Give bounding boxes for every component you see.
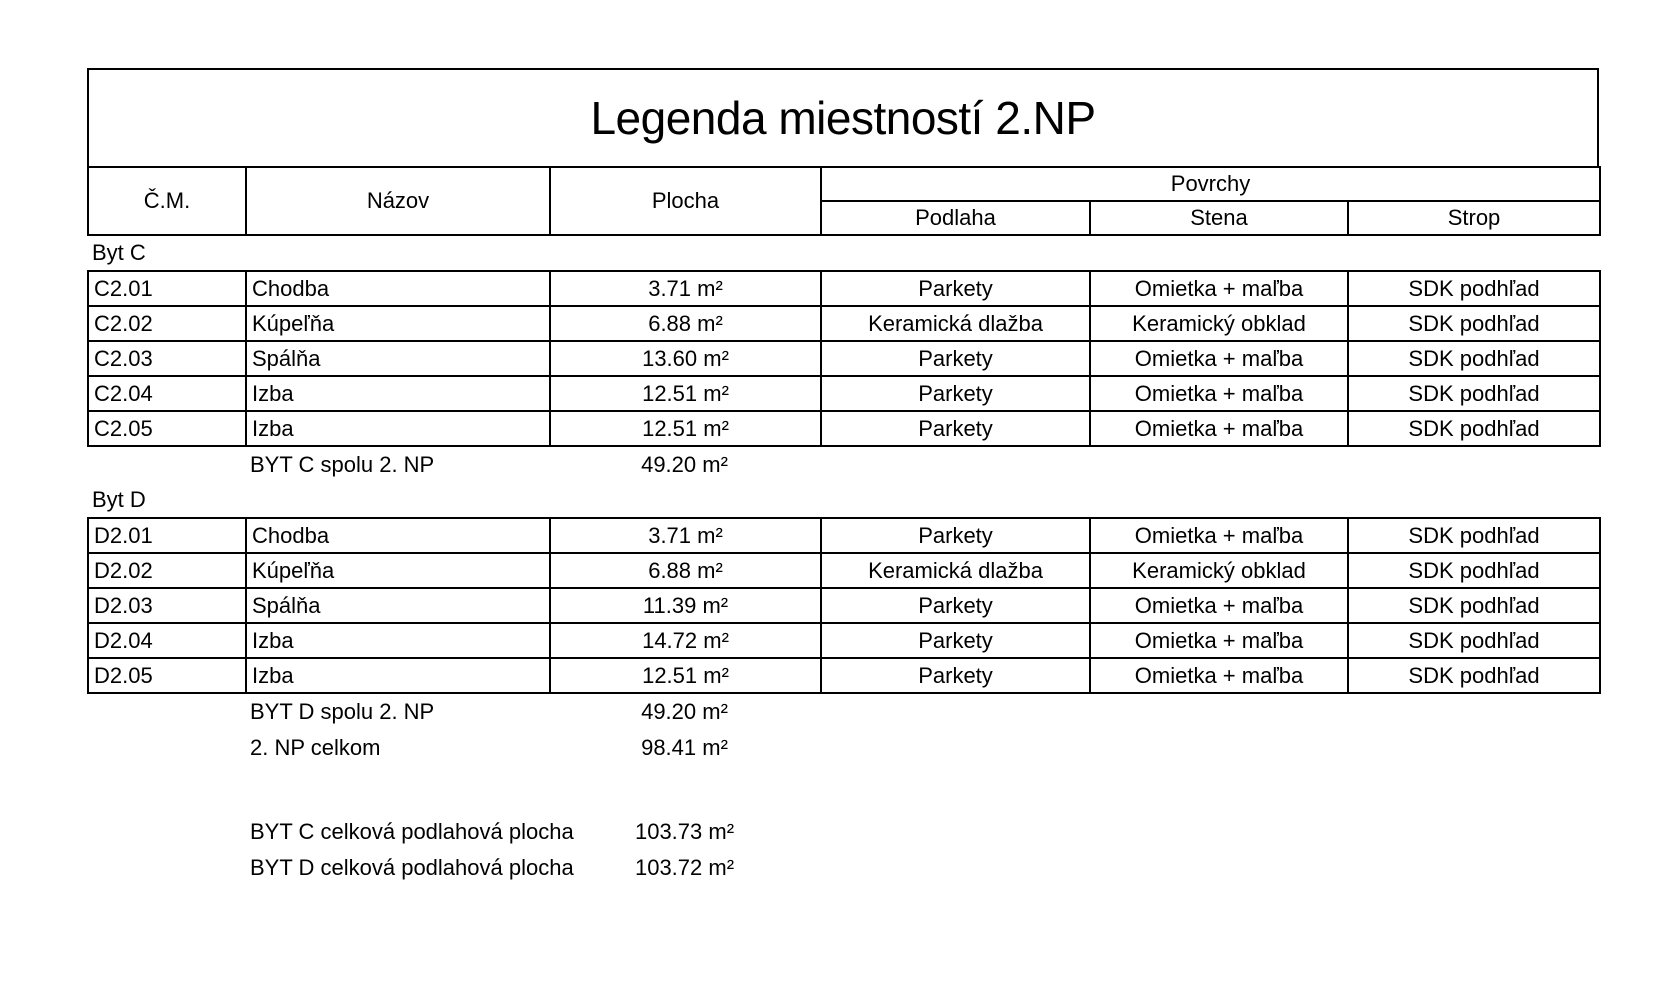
cell-cm: D2.04 xyxy=(88,623,246,658)
cell-nazov: Izba xyxy=(246,658,550,693)
cell-podlaha: Parkety xyxy=(821,271,1090,306)
cell-stena: Omietka + maľba xyxy=(1090,588,1348,623)
header-podlaha: Podlaha xyxy=(821,201,1090,235)
subtotal-label: BYT D spolu 2. NP xyxy=(250,699,435,724)
cell-strop: SDK podhľad xyxy=(1348,658,1600,693)
table-row xyxy=(88,518,1600,553)
group-label: Byt D xyxy=(92,487,146,512)
cell-stena: Keramický obklad xyxy=(1090,553,1348,588)
table-row xyxy=(88,623,1600,658)
subtotal-table xyxy=(87,447,1599,483)
header-cm: Č.M. xyxy=(88,167,246,235)
subtotal-row xyxy=(87,447,1599,483)
cell-cm: C2.02 xyxy=(88,306,246,341)
table-row xyxy=(88,341,1600,376)
cell-cm: D2.01 xyxy=(88,518,246,553)
cell-strop: SDK podhľad xyxy=(1348,271,1600,306)
header-povrchy: Povrchy xyxy=(821,167,1600,201)
cell-cm: D2.05 xyxy=(88,658,246,693)
cell-podlaha: Parkety xyxy=(821,341,1090,376)
room-groups xyxy=(87,236,1599,730)
cell-podlaha: Parkety xyxy=(821,411,1090,446)
cell-stena: Omietka + maľba xyxy=(1090,658,1348,693)
cell-stena: Omietka + maľba xyxy=(1090,623,1348,658)
overall-label: BYT D celková podlahová plocha xyxy=(250,855,574,880)
subtotal-value: 49.20 m² xyxy=(641,699,728,724)
subtotal-value: 49.20 m² xyxy=(641,452,728,477)
table-row xyxy=(88,411,1600,446)
cell-stena: Omietka + maľba xyxy=(1090,376,1348,411)
cell-nazov: Chodba xyxy=(246,271,550,306)
table-row xyxy=(88,376,1600,411)
table-row xyxy=(88,658,1600,693)
overall-value: 103.72 m² xyxy=(634,855,735,880)
cell-stena: Omietka + maľba xyxy=(1090,411,1348,446)
cell-podlaha: Parkety xyxy=(821,658,1090,693)
cell-stena: Omietka + maľba xyxy=(1090,271,1348,306)
overall-row xyxy=(87,850,1599,886)
total-label: 2. NP celkom xyxy=(250,735,381,760)
overall-value: 103.73 m² xyxy=(634,819,735,844)
table-row xyxy=(88,588,1600,623)
cell-stena: Keramický obklad xyxy=(1090,306,1348,341)
cell-stena: Omietka + maľba xyxy=(1090,341,1348,376)
cell-plocha: 12.51 m² xyxy=(550,658,821,693)
cell-nazov: Izba xyxy=(246,411,550,446)
header-table xyxy=(87,166,1601,236)
cell-plocha: 3.71 m² xyxy=(550,518,821,553)
group-label: Byt C xyxy=(92,240,146,265)
cell-stena: Omietka + maľba xyxy=(1090,518,1348,553)
header-stena: Stena xyxy=(1090,201,1348,235)
cell-plocha: 3.71 m² xyxy=(550,271,821,306)
table-row xyxy=(88,306,1600,341)
cell-cm: D2.02 xyxy=(88,553,246,588)
cell-plocha: 13.60 m² xyxy=(550,341,821,376)
cell-podlaha: Parkety xyxy=(821,518,1090,553)
room-table xyxy=(87,517,1601,694)
cell-strop: SDK podhľad xyxy=(1348,623,1600,658)
cell-cm: D2.03 xyxy=(88,588,246,623)
cell-strop: SDK podhľad xyxy=(1348,411,1600,446)
table-row xyxy=(88,553,1600,588)
cell-podlaha: Keramická dlažba xyxy=(821,306,1090,341)
cell-nazov: Spálňa xyxy=(246,588,550,623)
page-title: Legenda miestností 2.NP xyxy=(590,92,1096,144)
cell-plocha: 6.88 m² xyxy=(550,306,821,341)
cell-strop: SDK podhľad xyxy=(1348,306,1600,341)
cell-plocha: 6.88 m² xyxy=(550,553,821,588)
cell-plocha: 14.72 m² xyxy=(550,623,821,658)
cell-plocha: 12.51 m² xyxy=(550,411,821,446)
cell-strop: SDK podhľad xyxy=(1348,341,1600,376)
total-row xyxy=(87,730,1599,766)
cell-cm: C2.05 xyxy=(88,411,246,446)
subtotal-row xyxy=(87,694,1599,730)
cell-strop: SDK podhľad xyxy=(1348,588,1600,623)
overall-row xyxy=(87,814,1599,850)
cell-nazov: Kúpeľňa xyxy=(246,306,550,341)
subtotal-label: BYT C spolu 2. NP xyxy=(250,452,435,477)
cell-cm: C2.04 xyxy=(88,376,246,411)
total-table xyxy=(87,730,1599,886)
cell-cm: C2.03 xyxy=(88,341,246,376)
cell-podlaha: Parkety xyxy=(821,588,1090,623)
cell-plocha: 11.39 m² xyxy=(550,588,821,623)
cell-strop: SDK podhľad xyxy=(1348,553,1600,588)
cell-podlaha: Parkety xyxy=(821,376,1090,411)
cell-nazov: Chodba xyxy=(246,518,550,553)
header-plocha: Plocha xyxy=(550,167,821,235)
cell-nazov: Spálňa xyxy=(246,341,550,376)
overall-label: BYT C celková podlahová plocha xyxy=(250,819,574,844)
table-row xyxy=(88,271,1600,306)
cell-plocha: 12.51 m² xyxy=(550,376,821,411)
room-table xyxy=(87,270,1601,447)
cell-podlaha: Keramická dlažba xyxy=(821,553,1090,588)
header-strop: Strop xyxy=(1348,201,1600,235)
cell-nazov: Izba xyxy=(246,623,550,658)
cell-strop: SDK podhľad xyxy=(1348,376,1600,411)
title-box xyxy=(87,68,1599,166)
cell-nazov: Izba xyxy=(246,376,550,411)
subtotal-table xyxy=(87,694,1599,730)
cell-strop: SDK podhľad xyxy=(1348,518,1600,553)
header-nazov: Názov xyxy=(246,167,550,235)
cell-nazov: Kúpeľňa xyxy=(246,553,550,588)
total-value: 98.41 m² xyxy=(641,735,728,760)
room-legend-sheet xyxy=(87,68,1599,886)
cell-cm: C2.01 xyxy=(88,271,246,306)
cell-podlaha: Parkety xyxy=(821,623,1090,658)
